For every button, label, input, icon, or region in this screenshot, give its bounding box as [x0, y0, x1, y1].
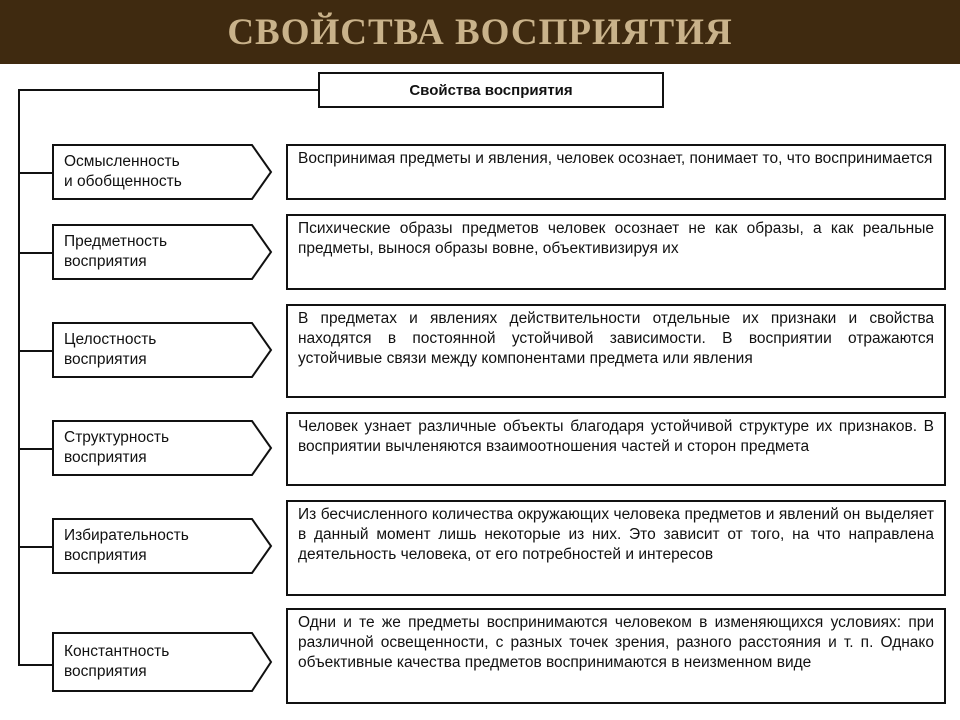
branch-connector — [18, 350, 52, 352]
property-description: Из бесчисленного количества окружающих человека предметов и явлений он выделяет в данный момент лишь некоторые из них. Это зависит от того, на что направлена деятельность человека, от его потребностей и интересов — [286, 500, 946, 596]
property-label-line2: восприятия — [64, 449, 147, 466]
property-label — [52, 322, 272, 378]
root-box: Свойства восприятия — [318, 72, 664, 108]
slide-title: СВОЙСТВА ВОСПРИЯТИЯ — [227, 11, 733, 53]
property-label-line1: Константность — [64, 643, 170, 660]
property-label-line1: Структурность — [64, 429, 170, 446]
branch-connector — [18, 546, 52, 548]
root-connector — [18, 89, 318, 91]
property-label-line2: восприятия — [64, 663, 147, 680]
title-banner — [0, 0, 960, 64]
property-label-line2: восприятия — [64, 253, 147, 270]
property-description: Воспринимая предметы и явления, человек осознает, понимает то, что воспринимается — [286, 144, 946, 200]
property-label — [52, 224, 272, 280]
trunk-line — [18, 89, 20, 665]
property-label-line1: Предметность — [64, 233, 168, 250]
property-label — [52, 144, 272, 200]
property-label — [52, 518, 272, 574]
branch-connector — [18, 664, 52, 666]
property-label — [52, 420, 272, 476]
properties-diagram — [0, 64, 960, 720]
property-label-line1: Избирательность — [64, 527, 189, 544]
property-label-line1: Целостность — [64, 331, 157, 348]
branch-connector — [18, 252, 52, 254]
branch-connector — [18, 448, 52, 450]
property-description: Одни и те же предметы воспринимаются человеком в изменяющихся условиях: при различной освещенности, с разных точек зрения, разного расстояния и т. п. Однако объективные качества предметов воспринимаются в неизменном виде — [286, 608, 946, 704]
property-label — [52, 632, 272, 692]
property-label-line2: восприятия — [64, 351, 147, 368]
property-label-line2: восприятия — [64, 547, 147, 564]
property-label-line2: и обобщенность — [64, 173, 182, 190]
property-label-line1: Осмысленность — [64, 153, 180, 170]
branch-connector — [18, 172, 52, 174]
property-description: Человек узнает различные объекты благодаря устойчивой структуре их признаков. В восприятии вычленяются взаимоотношения частей и сторон предмета — [286, 412, 946, 486]
property-description: Психические образы предметов человек осознает не как образы, а как реальные предметы, вынося образы вовне, объективизируя их — [286, 214, 946, 290]
property-description: В предметах и явлениях действительности отдельные их признаки и свойства находятся в постоянной устойчивой зависимости. В восприятии отражаются устойчивые связи между компонентами предмета или явления — [286, 304, 946, 398]
